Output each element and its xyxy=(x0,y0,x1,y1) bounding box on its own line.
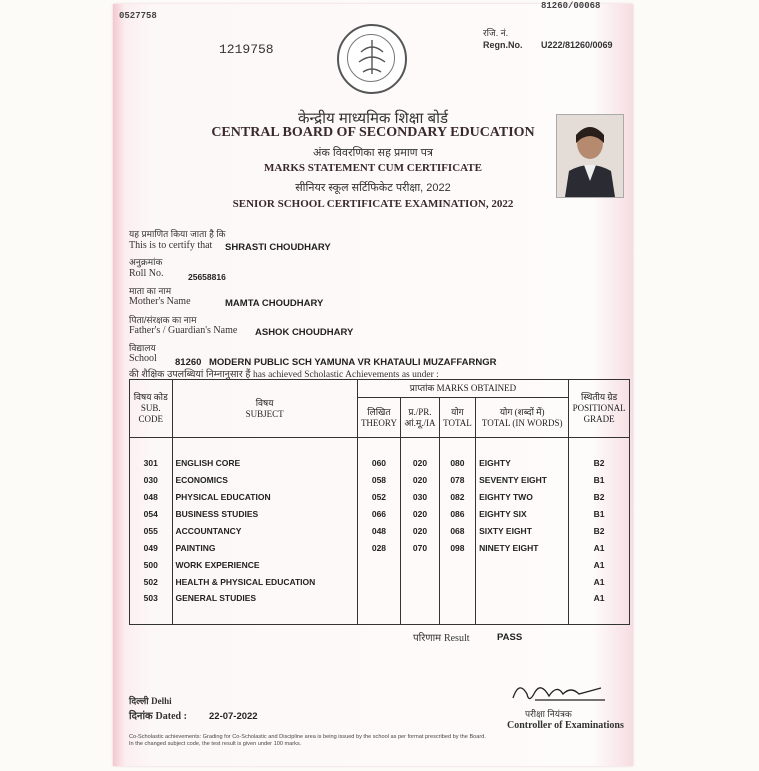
marks-obtained-header: प्राप्तांक MARKS OBTAINED xyxy=(357,380,569,398)
table-row: 502 HEALTH & PHYSICAL EDUCATION A1 xyxy=(130,573,630,590)
result-label: परिणाम Result xyxy=(413,633,470,644)
table-row: 048 PHYSICAL EDUCATION 052 030 082 EIGHTY TWO B2 xyxy=(130,489,630,506)
mother-name: MAMTA CHOUDHARY xyxy=(225,298,324,309)
corner-serial-left: 0527758 xyxy=(119,11,157,21)
footnotes xyxy=(129,734,629,748)
father-name: ASHOK CHOUDHARY xyxy=(255,327,354,338)
issue-date: 22-07-2022 xyxy=(209,711,258,722)
exam-title: SENIOR SCHOOL CERTIFICATE EXAMINATION, 2022 xyxy=(232,198,514,210)
subject-header: विषय SUBJECT xyxy=(172,380,357,438)
exam-title-hindi: सीनियर स्कूल सर्टिफिकेट परीक्षा, 2022 xyxy=(295,182,451,194)
father-label: Father's / Guardian's Name xyxy=(129,325,238,336)
table-row: 030 ECONOMICS 058 020 078 SEVENTY EIGHT B1 xyxy=(130,472,630,489)
marks-table-body xyxy=(130,438,630,625)
student-name: SHRASTI CHOUDHARY xyxy=(225,242,331,253)
school-label-hindi: विद्यालय xyxy=(129,343,156,353)
table-row: 054 BUSINESS STUDIES 066 020 086 EIGHTY SIX B1 xyxy=(130,506,630,523)
regn-label-hi: रजि. नं. xyxy=(483,28,509,38)
footnote-1: Co-Scholastic achievements: Grading for Co-Scholastic and Discipline area is being issued by the school as per format prescribed by the Board. xyxy=(129,734,486,740)
roll-number: 25658816 xyxy=(188,272,226,282)
school-code: 81260 xyxy=(175,357,202,368)
regn-number: U222/81260/0069 xyxy=(541,40,613,50)
table-row: 503 GENERAL STUDIES A1 xyxy=(130,590,630,607)
certificate-serial: 1219758 xyxy=(219,42,274,57)
marks-statement-sheet xyxy=(113,1,633,766)
school-label: School xyxy=(129,353,157,364)
statement-title-hindi: अंक विवरणिका सह प्रमाण पत्र xyxy=(313,147,433,159)
statement-title: MARKS STATEMENT CUM CERTIFICATE xyxy=(264,162,482,174)
mother-label: Mother's Name xyxy=(129,296,191,307)
roll-label: Roll No. xyxy=(129,268,164,279)
mother-label-hindi: माता का नाम xyxy=(129,286,172,296)
controller-title-hindi: परीक्षा नियंत्रक xyxy=(525,709,572,719)
regn-label: Regn.No. xyxy=(483,40,523,50)
achievements-hindi: की शैक्षिक उपलब्धियां निम्नानुसार हैं xyxy=(129,369,251,380)
table-row: 049 PAINTING 028 070 098 NINETY EIGHT A1 xyxy=(130,539,630,556)
marks-table xyxy=(129,379,630,625)
student-photo xyxy=(556,114,624,198)
roll-label-hindi: अनुक्रमांक xyxy=(129,257,163,267)
controller-title: Controller of Examinations xyxy=(507,720,624,731)
positional-grade-header: स्थितीय ग्रेड POSITIONAL GRADE xyxy=(569,380,630,438)
corner-serial-right: 81260/00068 xyxy=(541,1,601,11)
total-header: योग TOTAL xyxy=(439,398,475,438)
table-row: 500 WORK EXPERIENCE A1 xyxy=(130,556,630,573)
certify-label-hindi: यह प्रमाणित किया जाता है कि xyxy=(129,229,226,239)
footnote-2: In the changed subject code, the test result is given under 100 marks. xyxy=(129,741,302,747)
place-label: दिल्ली Delhi xyxy=(129,696,172,706)
table-row: 055 ACCOUNTANCY 048 020 068 SIXTY EIGHT B2 xyxy=(130,522,630,539)
table-row: 301 ENGLISH CORE 060 020 080 EIGHTY B2 xyxy=(130,455,630,472)
result-value: PASS xyxy=(497,632,523,643)
board-name: CENTRAL BOARD OF SECONDARY EDUCATION xyxy=(211,125,535,140)
achievements-text: has achieved Scholastic Achievements as under : xyxy=(253,370,439,380)
father-label-hindi: पिता/संरक्षक का नाम xyxy=(129,315,197,325)
dated-label: दिनांक Dated : xyxy=(129,711,187,722)
cbse-emblem-icon xyxy=(337,24,407,94)
total-words-header: योग (शब्दों में) TOTAL (IN WORDS) xyxy=(476,398,569,438)
sub-code-header: विषय कोड SUB. CODE xyxy=(130,380,173,438)
board-name-hindi: केन्द्रीय माध्यमिक शिक्षा बोर्ड xyxy=(298,110,448,127)
school-name: MODERN PUBLIC SCH YAMUNA VR KHATAULI MUZAFFARNGR xyxy=(209,357,497,368)
certify-label: This is to certify that xyxy=(129,240,213,251)
theory-header: लिखित THEORY xyxy=(357,398,401,438)
practical-header: प्र./PR. आं.मू./IA xyxy=(401,398,440,438)
